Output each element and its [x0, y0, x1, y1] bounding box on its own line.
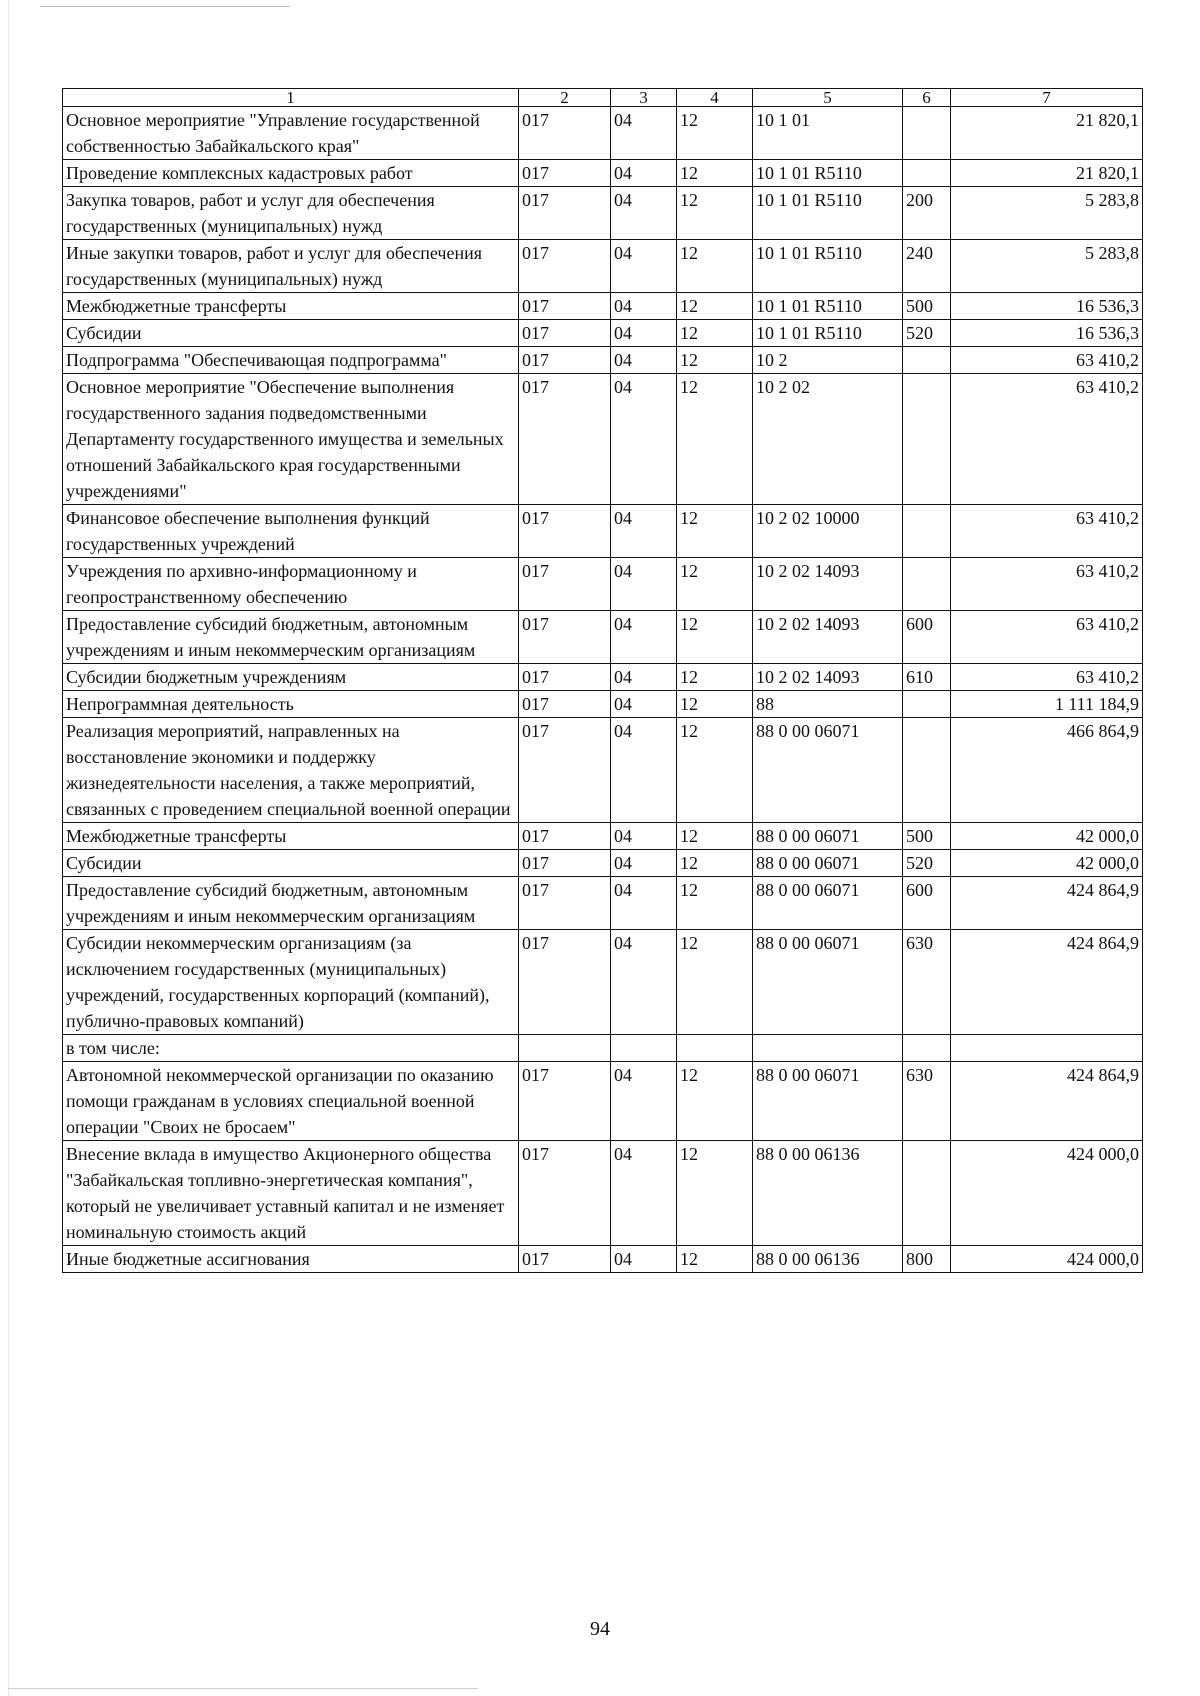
- amount-cell: 424 000,0: [951, 1141, 1143, 1246]
- section-code-cell: 04: [611, 160, 677, 187]
- target-article-code-cell: 10 2: [753, 347, 903, 374]
- chapter-code-cell: 017: [519, 718, 611, 823]
- target-article-code-cell: 10 2 02: [753, 374, 903, 505]
- section-code-cell: 04: [611, 718, 677, 823]
- chapter-code-cell: 017: [519, 558, 611, 611]
- target-article-code-cell: 88: [753, 691, 903, 718]
- section-code-cell: 04: [611, 850, 677, 877]
- amount-cell: 1 111 184,9: [951, 691, 1143, 718]
- subsection-code-cell: 12: [677, 850, 753, 877]
- amount-cell: [951, 1035, 1143, 1062]
- expense-type-code-cell: 600: [903, 611, 951, 664]
- subsection-code-cell: 12: [677, 187, 753, 240]
- target-article-code-cell: 88 0 00 06071: [753, 850, 903, 877]
- scan-artifact-line: [40, 6, 290, 7]
- amount-cell: 5 283,8: [951, 240, 1143, 293]
- chapter-code-cell: 017: [519, 160, 611, 187]
- section-code-cell: 04: [611, 1141, 677, 1246]
- subsection-code-cell: 12: [677, 293, 753, 320]
- chapter-code-cell: 017: [519, 374, 611, 505]
- item-name-cell: Субсидии бюджетным учреждениям: [63, 664, 519, 691]
- subsection-code-cell: 12: [677, 1141, 753, 1246]
- subsection-code-cell: 12: [677, 718, 753, 823]
- item-name-cell: в том числе:: [63, 1035, 519, 1062]
- table-row: [63, 823, 1143, 850]
- amount-cell: 5 283,8: [951, 187, 1143, 240]
- table-row: [63, 718, 1143, 823]
- table-row: [63, 160, 1143, 187]
- section-code-cell: 04: [611, 347, 677, 374]
- subsection-code-cell: 12: [677, 877, 753, 930]
- chapter-code-cell: 017: [519, 1246, 611, 1273]
- table-row: [63, 1035, 1143, 1062]
- chapter-code-cell: 017: [519, 877, 611, 930]
- chapter-code-cell: 017: [519, 1062, 611, 1141]
- target-article-code-cell: 88 0 00 06071: [753, 718, 903, 823]
- item-name-cell: Непрограммная деятельность: [63, 691, 519, 718]
- table-row: [63, 320, 1143, 347]
- item-name-cell: Субсидии некоммерческим организациям (за исключением государственных (муниципальных) учреждений, государственных корпораций (компаний), публично-правовых компаний): [63, 930, 519, 1035]
- column-header: 5: [753, 89, 903, 107]
- subsection-code-cell: 12: [677, 240, 753, 293]
- item-name-cell: Предоставление субсидий бюджетным, автономным учреждениям и иным некоммерческим организациям: [63, 877, 519, 930]
- amount-cell: 424 000,0: [951, 1246, 1143, 1273]
- table-row: [63, 850, 1143, 877]
- section-code-cell: 04: [611, 240, 677, 293]
- table-row: [63, 691, 1143, 718]
- expense-type-code-cell: [903, 160, 951, 187]
- chapter-code-cell: 017: [519, 320, 611, 347]
- subsection-code-cell: 12: [677, 611, 753, 664]
- table-row: [63, 558, 1143, 611]
- item-name-cell: Внесение вклада в имущество Акционерного общества "Забайкальская топливно-энергетическая компания", который не увеличивает уставный капитал и не изменяет номинальную стоимость акций: [63, 1141, 519, 1246]
- chapter-code-cell: 017: [519, 187, 611, 240]
- amount-cell: 63 410,2: [951, 347, 1143, 374]
- target-article-code-cell: 10 2 02 14093: [753, 558, 903, 611]
- table-row: [63, 187, 1143, 240]
- table-row: [63, 1246, 1143, 1273]
- item-name-cell: Автономной некоммерческой организации по оказанию помощи гражданам в условиях специальной военной операции "Своих не бросаем": [63, 1062, 519, 1141]
- amount-cell: 63 410,2: [951, 374, 1143, 505]
- item-name-cell: Субсидии: [63, 850, 519, 877]
- table-row: [63, 347, 1143, 374]
- target-article-code-cell: 88 0 00 06071: [753, 1062, 903, 1141]
- amount-cell: 63 410,2: [951, 558, 1143, 611]
- item-name-cell: Финансовое обеспечение выполнения функций государственных учреждений: [63, 505, 519, 558]
- target-article-code-cell: 10 1 01 R5110: [753, 240, 903, 293]
- section-code-cell: 04: [611, 823, 677, 850]
- item-name-cell: Проведение комплексных кадастровых работ: [63, 160, 519, 187]
- expense-type-code-cell: [903, 691, 951, 718]
- expense-type-code-cell: [903, 1141, 951, 1246]
- target-article-code-cell: 10 1 01 R5110: [753, 293, 903, 320]
- section-code-cell: 04: [611, 505, 677, 558]
- chapter-code-cell: 017: [519, 240, 611, 293]
- subsection-code-cell: 12: [677, 374, 753, 505]
- section-code-cell: 04: [611, 1062, 677, 1141]
- expense-type-code-cell: [903, 505, 951, 558]
- expense-type-code-cell: 610: [903, 664, 951, 691]
- item-name-cell: Основное мероприятие "Обеспечение выполнения государственного задания подведомственными Департаменту государственного имущества и земельных отношений Забайкальского края государственными учреждениями": [63, 374, 519, 505]
- table-row: [63, 611, 1143, 664]
- chapter-code-cell: 017: [519, 691, 611, 718]
- item-name-cell: Межбюджетные трансферты: [63, 823, 519, 850]
- amount-cell: 42 000,0: [951, 823, 1143, 850]
- table-row: [63, 240, 1143, 293]
- expense-type-code-cell: 630: [903, 930, 951, 1035]
- expense-type-code-cell: [903, 558, 951, 611]
- item-name-cell: Закупка товаров, работ и услуг для обеспечения государственных (муниципальных) нужд: [63, 187, 519, 240]
- target-article-code-cell: 10 1 01: [753, 107, 903, 160]
- expense-type-code-cell: [903, 1035, 951, 1062]
- table-row: [63, 374, 1143, 505]
- section-code-cell: 04: [611, 320, 677, 347]
- amount-cell: 424 864,9: [951, 1062, 1143, 1141]
- target-article-code-cell: 88 0 00 06071: [753, 930, 903, 1035]
- expense-type-code-cell: 500: [903, 293, 951, 320]
- amount-cell: 424 864,9: [951, 877, 1143, 930]
- target-article-code-cell: 88 0 00 06071: [753, 877, 903, 930]
- table-row: [63, 1062, 1143, 1141]
- expense-type-code-cell: [903, 718, 951, 823]
- amount-cell: 63 410,2: [951, 611, 1143, 664]
- expense-type-code-cell: 200: [903, 187, 951, 240]
- chapter-code-cell: 017: [519, 107, 611, 160]
- expense-type-code-cell: [903, 347, 951, 374]
- section-code-cell: 04: [611, 877, 677, 930]
- amount-cell: 63 410,2: [951, 664, 1143, 691]
- table-row: [63, 877, 1143, 930]
- subsection-code-cell: 12: [677, 558, 753, 611]
- amount-cell: 63 410,2: [951, 505, 1143, 558]
- chapter-code-cell: 017: [519, 611, 611, 664]
- page-number: 94: [590, 1618, 610, 1640]
- target-article-code-cell: 10 1 01 R5110: [753, 320, 903, 347]
- section-code-cell: 04: [611, 374, 677, 505]
- scan-artifact-line: [8, 1688, 478, 1689]
- column-header: 2: [519, 89, 611, 107]
- section-code-cell: 04: [611, 293, 677, 320]
- chapter-code-cell: 017: [519, 850, 611, 877]
- item-name-cell: Основное мероприятие "Управление государственной собственностью Забайкальского края": [63, 107, 519, 160]
- table-row: [63, 505, 1143, 558]
- section-code-cell: 04: [611, 107, 677, 160]
- subsection-code-cell: 12: [677, 320, 753, 347]
- amount-cell: 466 864,9: [951, 718, 1143, 823]
- table-row: [63, 293, 1143, 320]
- target-article-code-cell: 88 0 00 06071: [753, 823, 903, 850]
- target-article-code-cell: 88 0 00 06136: [753, 1141, 903, 1246]
- expense-type-code-cell: 500: [903, 823, 951, 850]
- subsection-code-cell: 12: [677, 160, 753, 187]
- budget-table: [62, 88, 1143, 1273]
- section-code-cell: 04: [611, 611, 677, 664]
- target-article-code-cell: 10 1 01 R5110: [753, 187, 903, 240]
- table-row: [63, 107, 1143, 160]
- target-article-code-cell: [753, 1035, 903, 1062]
- chapter-code-cell: 017: [519, 823, 611, 850]
- target-article-code-cell: 10 2 02 14093: [753, 611, 903, 664]
- target-article-code-cell: 10 2 02 10000: [753, 505, 903, 558]
- expense-type-code-cell: 520: [903, 320, 951, 347]
- amount-cell: 42 000,0: [951, 850, 1143, 877]
- expense-type-code-cell: [903, 374, 951, 505]
- subsection-code-cell: 12: [677, 107, 753, 160]
- chapter-code-cell: 017: [519, 347, 611, 374]
- subsection-code-cell: 12: [677, 347, 753, 374]
- column-header: 7: [951, 89, 1143, 107]
- chapter-code-cell: 017: [519, 930, 611, 1035]
- column-header: 6: [903, 89, 951, 107]
- item-name-cell: Предоставление субсидий бюджетным, автономным учреждениям и иным некоммерческим организациям: [63, 611, 519, 664]
- chapter-code-cell: 017: [519, 505, 611, 558]
- section-code-cell: 04: [611, 930, 677, 1035]
- item-name-cell: Межбюджетные трансферты: [63, 293, 519, 320]
- subsection-code-cell: 12: [677, 823, 753, 850]
- subsection-code-cell: [677, 1035, 753, 1062]
- expense-type-code-cell: 800: [903, 1246, 951, 1273]
- item-name-cell: Субсидии: [63, 320, 519, 347]
- item-name-cell: Учреждения по архивно-информационному и геопространственному обеспечению: [63, 558, 519, 611]
- subsection-code-cell: 12: [677, 1246, 753, 1273]
- target-article-code-cell: 88 0 00 06136: [753, 1246, 903, 1273]
- amount-cell: 21 820,1: [951, 160, 1143, 187]
- expense-type-code-cell: [903, 107, 951, 160]
- expense-type-code-cell: 630: [903, 1062, 951, 1141]
- subsection-code-cell: 12: [677, 505, 753, 558]
- target-article-code-cell: 10 1 01 R5110: [753, 160, 903, 187]
- chapter-code-cell: 017: [519, 293, 611, 320]
- section-code-cell: 04: [611, 1246, 677, 1273]
- section-code-cell: 04: [611, 187, 677, 240]
- target-article-code-cell: 10 2 02 14093: [753, 664, 903, 691]
- item-name-cell: Иные закупки товаров, работ и услуг для обеспечения государственных (муниципальных) нужд: [63, 240, 519, 293]
- chapter-code-cell: 017: [519, 1141, 611, 1246]
- column-header: 1: [63, 89, 519, 107]
- amount-cell: 21 820,1: [951, 107, 1143, 160]
- subsection-code-cell: 12: [677, 930, 753, 1035]
- table-body: [63, 107, 1143, 1273]
- expense-type-code-cell: 520: [903, 850, 951, 877]
- subsection-code-cell: 12: [677, 664, 753, 691]
- subsection-code-cell: 12: [677, 1062, 753, 1141]
- section-code-cell: 04: [611, 664, 677, 691]
- subsection-code-cell: 12: [677, 691, 753, 718]
- table-row: [63, 664, 1143, 691]
- amount-cell: 16 536,3: [951, 320, 1143, 347]
- amount-cell: 16 536,3: [951, 293, 1143, 320]
- item-name-cell: Реализация мероприятий, направленных на восстановление экономики и поддержку жизнедеятельности населения, а также мероприятий, связанных с проведением специальной военной операции: [63, 718, 519, 823]
- chapter-code-cell: 017: [519, 664, 611, 691]
- column-header: 3: [611, 89, 677, 107]
- expense-type-code-cell: 240: [903, 240, 951, 293]
- scan-margin-line: [8, 0, 9, 1696]
- item-name-cell: Подпрограмма "Обеспечивающая подпрограмма": [63, 347, 519, 374]
- item-name-cell: Иные бюджетные ассигнования: [63, 1246, 519, 1273]
- section-code-cell: [611, 1035, 677, 1062]
- chapter-code-cell: [519, 1035, 611, 1062]
- section-code-cell: 04: [611, 558, 677, 611]
- table-row: [63, 930, 1143, 1035]
- table-header-row: [63, 89, 1143, 107]
- column-header: 4: [677, 89, 753, 107]
- expense-type-code-cell: 600: [903, 877, 951, 930]
- section-code-cell: 04: [611, 691, 677, 718]
- table-row: [63, 1141, 1143, 1246]
- amount-cell: 424 864,9: [951, 930, 1143, 1035]
